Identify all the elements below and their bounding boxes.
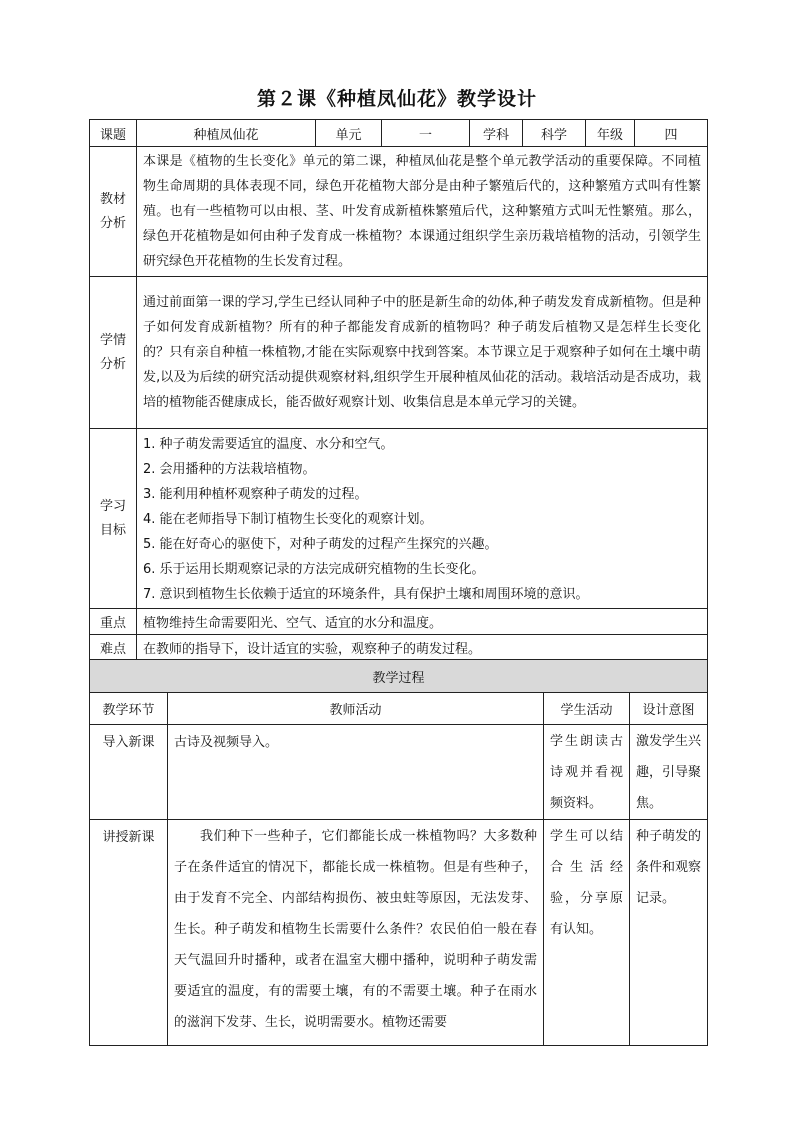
grade-value: 四 [635, 120, 708, 147]
difficulty-text: 在教师的指导下，设计适宜的实验，观察种子的萌发过程。 [137, 635, 708, 661]
keypoint-label: 重点 [90, 609, 137, 635]
goal-item: 6. 乐于运用长期观察记录的方法完成研究植物的生长变化。 [143, 562, 485, 577]
header-stage: 教学环节 [90, 693, 168, 725]
topic-value: 种植凤仙花 [137, 120, 316, 147]
goal-item: 3. 能利用种植杯观察种子萌发的过程。 [143, 487, 368, 502]
info-table [89, 119, 708, 661]
process-row-intro [90, 725, 708, 820]
process-row-lesson [90, 820, 708, 1046]
stage-cell: 导入新课 [90, 725, 168, 820]
students-label: 学情分析 [90, 277, 137, 429]
topic-label: 课题 [90, 120, 137, 147]
goals-label: 学习目标 [90, 429, 137, 609]
goal-item: 4. 能在老师指导下制订植物生长变化的观察计划。 [143, 512, 433, 527]
page-title: 第２课《种植凤仙花》教学设计 [256, 88, 537, 110]
students-text: 通过前面第一课的学习,学生已经认同种子中的胚是新生命的幼体,种子萌发发育成新植物。但是种子如何发育成新植物？所有的种子都能发育成新的植物吗？种子萌发后植物又是怎样生长变化的？只有亲自种植一株植物,才能在实际观察中找到答案。本节课立足于观察种子如何在土壤中萌发,以及为后续的研究活动提供观察材料,组织学生开展种植凤仙花的活动。栽培活动是否成功，栽培的植物能否健康成长，能否做好观察计划、收集信息是本单元学习的关键。 [137, 277, 708, 429]
difficulty-row [90, 635, 708, 661]
difficulty-label: 难点 [90, 635, 137, 661]
unit-label: 单元 [316, 120, 382, 147]
info-row [90, 120, 708, 147]
header-intent: 设计意图 [630, 693, 708, 725]
student-cell: 学生朗读古诗观并看视频资料。 [544, 725, 630, 820]
process-table [89, 659, 708, 1046]
unit-value: 一 [382, 120, 470, 147]
teacher-cell: 我们种下一些种子，它们都能长成一株植物吗？大多数种子在条件适宜的情况下，都能长成一株植物。但是有些种子，由于发育不完全、内部结构损伤、被虫蛀等原因，无法发芽、生长。种子萌发和植物生长需要什么条件？农民伯伯一般在春天气温回升时播种，或者在温室大棚中播种，说明种子萌发需要适宜的温度，有的需要土壤，有的不需要土壤。种子在雨水的滋润下发芽、生长，说明需要水。植物还需要 [168, 820, 544, 1046]
keypoint-text: 植物维持生命需要阳光、空气、适宜的水分和温度。 [137, 609, 708, 635]
stage-cell: 讲授新课 [90, 820, 168, 1046]
process-title: 教学过程 [90, 660, 708, 693]
analysis-label: 教材分析 [90, 147, 137, 277]
goal-item: 7. 意识到植物生长依赖于适宜的环境条件，具有保护土壤和周围环境的意识。 [143, 587, 589, 602]
process-title-row [90, 660, 708, 693]
analysis-text: 本课是《植物的生长变化》单元的第二课，种植凤仙花是整个单元教学活动的重要保障。不同植物生命周期的具体表现不同，绿色开花植物大部分是由种子繁殖后代的，这种繁殖方式叫有性繁殖。也有一些植物可以由根、茎、叶发育成新植株繁殖后代，这种繁殖方式叫无性繁殖。那么，绿色开花植物是如何由种子发育成一株植物？本课通过组织学生亲历栽培植物的活动，引领学生研究绿色开花植物的生长发育过程。 [137, 147, 708, 277]
intent-cell: 种子萌发的条件和观察记录。 [630, 820, 708, 1046]
intent-cell: 激发学生兴趣，引导聚焦。 [630, 725, 708, 820]
keypoint-row [90, 609, 708, 635]
students-row [90, 277, 708, 429]
grade-label: 年级 [586, 120, 635, 147]
goal-item: 1. 种子萌发需要适宜的温度、水分和空气。 [143, 437, 394, 452]
teacher-cell: 古诗及视频导入。 [168, 725, 544, 820]
process-header-row [90, 693, 708, 725]
subject-label: 学科 [470, 120, 523, 147]
goals-list [137, 429, 708, 609]
student-cell: 学生可以结合生活经验，分享原有认知。 [544, 820, 630, 1046]
goals-row [90, 429, 708, 609]
goal-item: 2. 会用播种的方法栽培植物。 [143, 462, 316, 477]
subject-value: 科学 [523, 120, 586, 147]
analysis-row [90, 147, 708, 277]
header-teacher: 教师活动 [168, 693, 544, 725]
header-student: 学生活动 [544, 693, 630, 725]
goal-item: 5. 能在好奇心的驱使下，对种子萌发的过程产生探究的兴趣。 [143, 537, 498, 552]
